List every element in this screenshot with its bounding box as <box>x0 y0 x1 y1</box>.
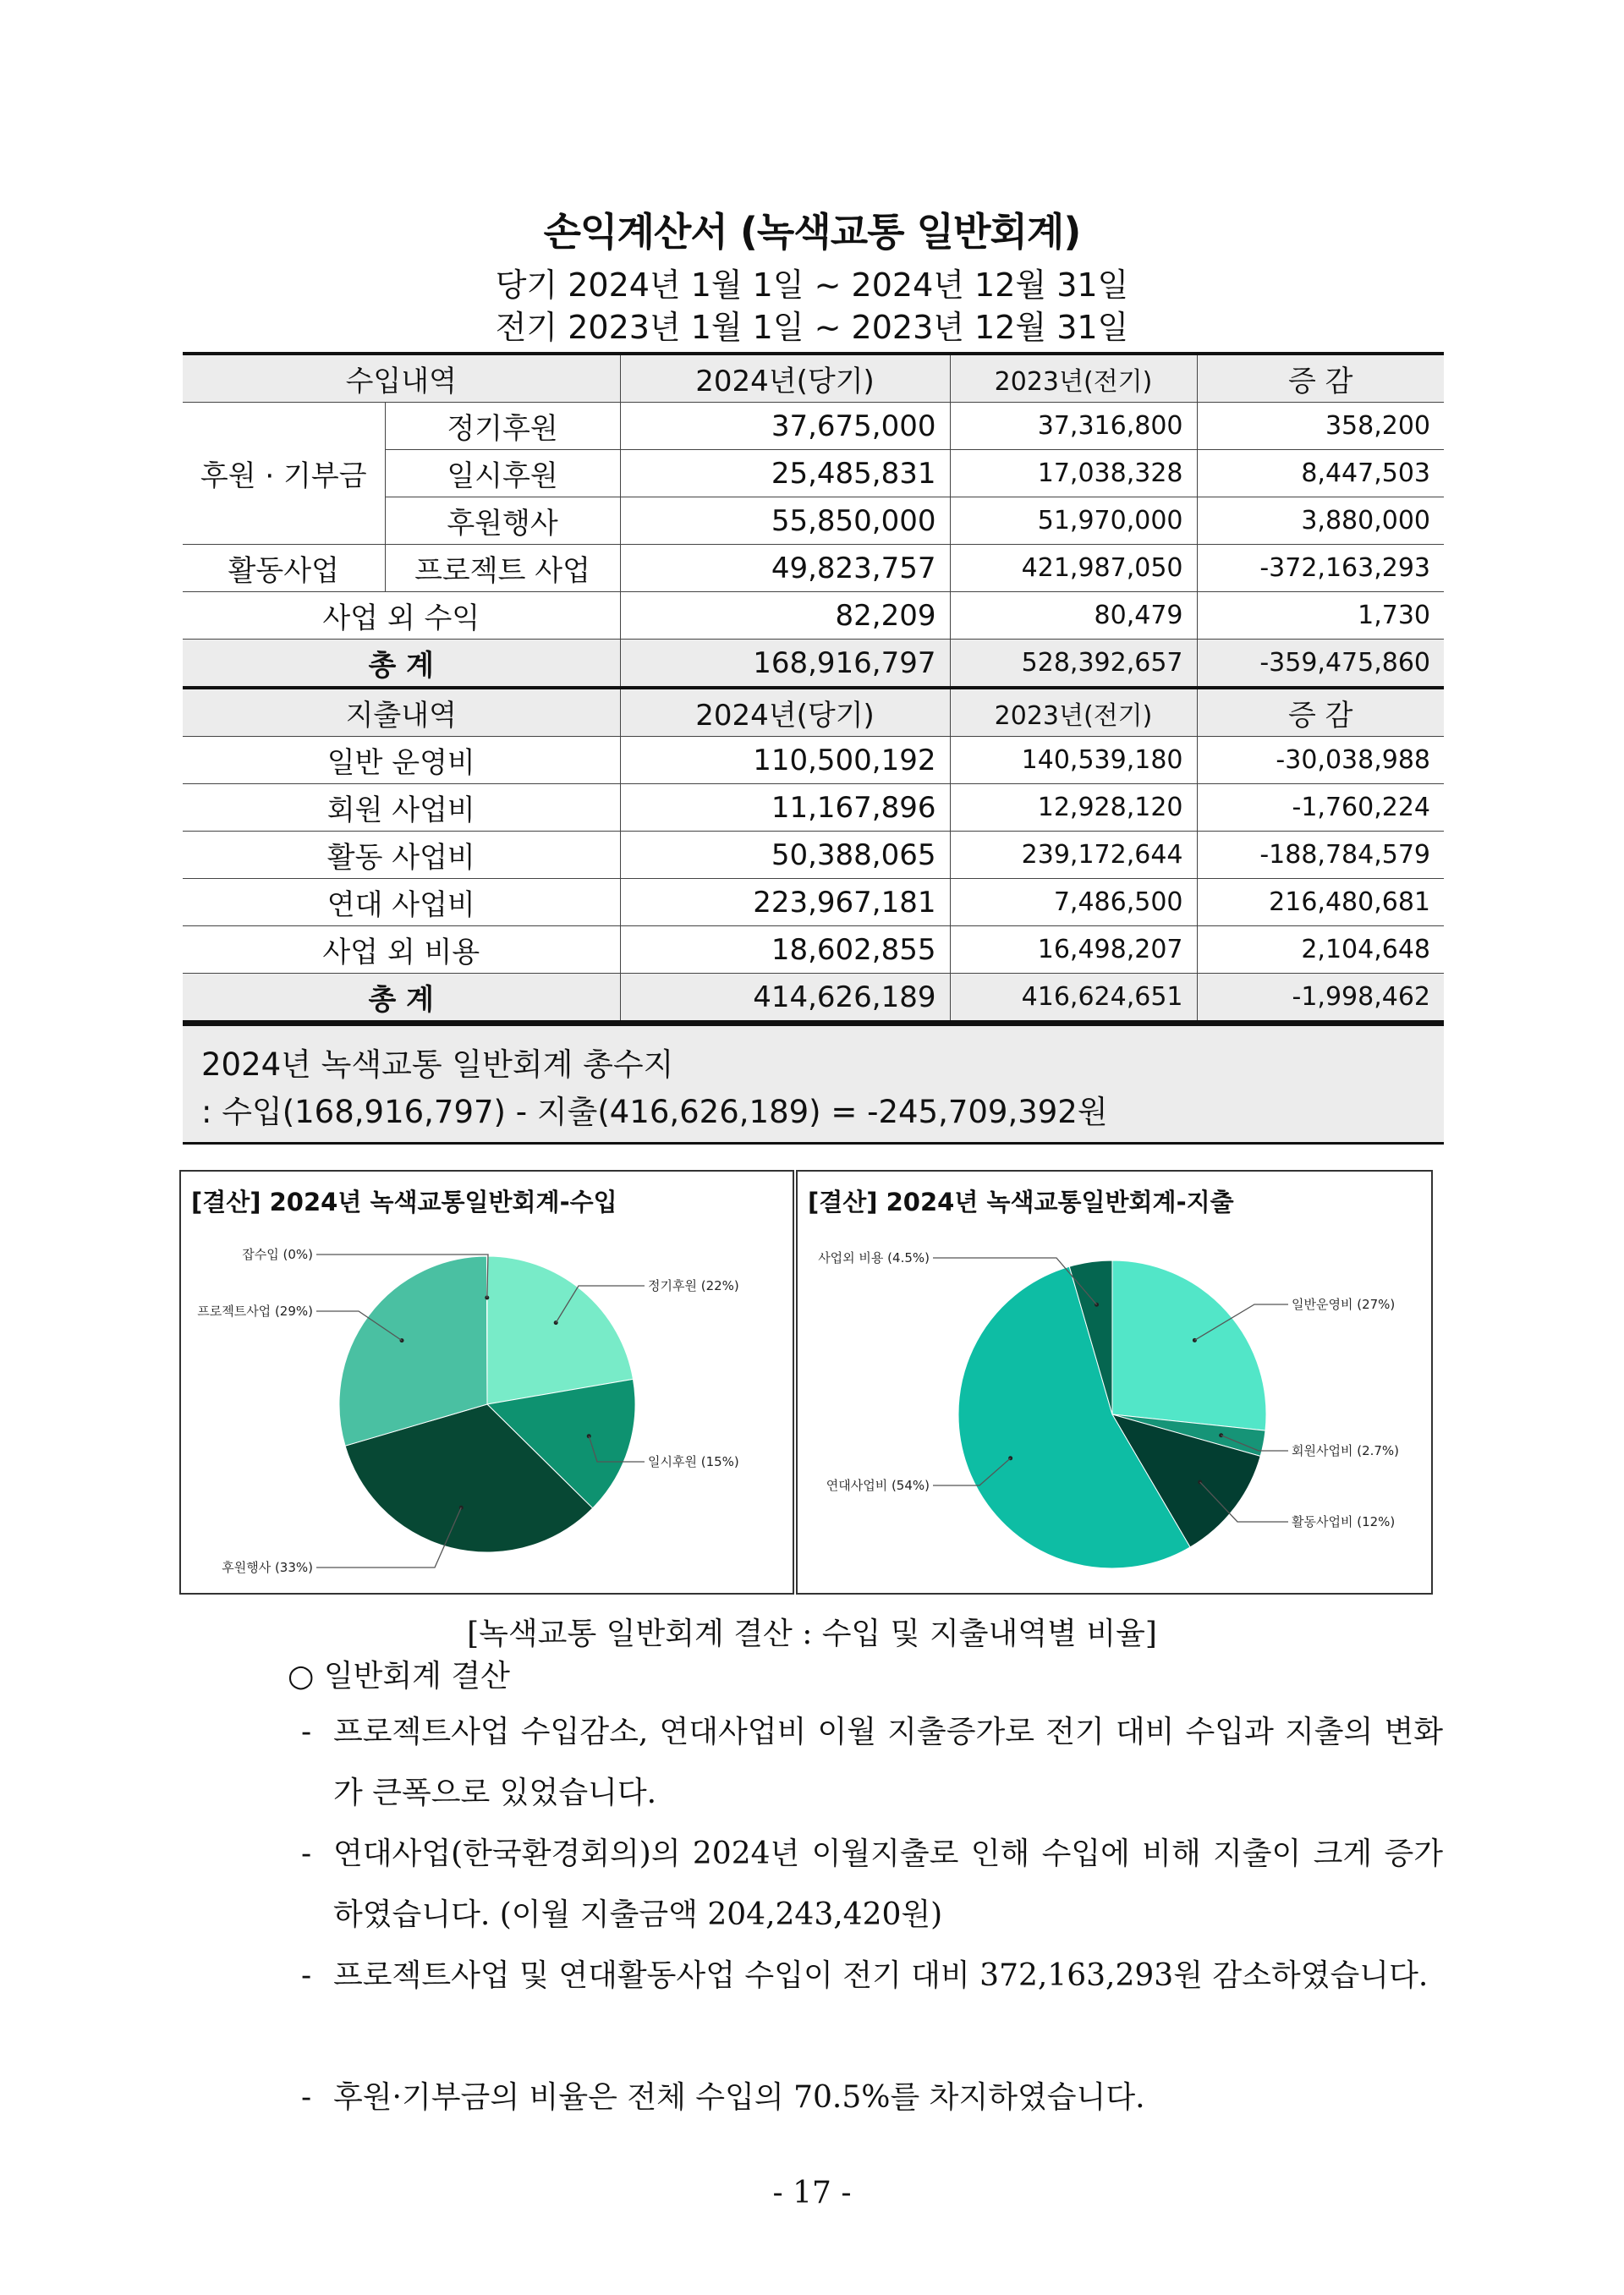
row-label: 사업 외 비용 <box>183 926 620 974</box>
value-current: 49,823,757 <box>620 545 950 592</box>
total-previous: 416,624,651 <box>950 974 1197 1023</box>
slice-label: 프로젝트사업 (29%) <box>197 1304 313 1319</box>
bullet-item <box>301 1824 1443 1946</box>
document-title: 손익계산서 (녹색교통 일반회계) <box>543 209 1081 255</box>
total-current: 414,626,189 <box>620 974 950 1023</box>
total-previous: 528,392,657 <box>950 640 1197 689</box>
value-current: 11,167,896 <box>620 784 950 832</box>
row-label: 후원행사 <box>385 497 620 545</box>
slice-label: 활동사업비 (12%) <box>1292 1514 1396 1529</box>
value-previous: 16,498,207 <box>950 926 1197 974</box>
bullet-item <box>301 1702 1443 1824</box>
slice-label: 정기후원 (22%) <box>648 1278 739 1293</box>
table-row <box>183 403 1444 450</box>
table-row <box>183 784 1444 832</box>
value-change: 3,880,000 <box>1197 497 1444 545</box>
row-label: 일반 운영비 <box>183 737 620 784</box>
pie-slice-일반운영비 <box>1112 1260 1266 1430</box>
total-change: -1,998,462 <box>1197 974 1444 1023</box>
row-label: 연대 사업비 <box>183 879 620 926</box>
income-chart-title: [결산] 2024년 녹색교통일반회계-수입 <box>191 1188 617 1216</box>
slice-label: 잡수입 (0%) <box>242 1247 313 1262</box>
value-previous: 51,970,000 <box>950 497 1197 545</box>
period-current: 당기 2024년 1월 1일 ~ 2024년 12월 31일 <box>495 266 1129 304</box>
income-header-row <box>183 354 1444 403</box>
value-current: 223,967,181 <box>620 879 950 926</box>
value-previous: 239,172,644 <box>950 832 1197 879</box>
expense-pie-chart-box <box>796 1170 1433 1595</box>
value-change: -372,163,293 <box>1197 545 1444 592</box>
row-label: 일시후원 <box>385 450 620 497</box>
expense-pie-chart <box>798 1172 1435 1596</box>
income-header-label: 수입내역 <box>183 354 620 403</box>
balance-summary-box <box>183 1024 1444 1145</box>
chart-caption: [녹색교통 일반회계 결산 : 수입 및 지출내역별 비율] <box>467 1617 1157 1651</box>
value-change: -30,038,988 <box>1197 737 1444 784</box>
income-pie-chart <box>181 1172 796 1596</box>
slice-label: 회원사업비 (2.7%) <box>1292 1443 1400 1458</box>
value-current: 110,500,192 <box>620 737 950 784</box>
pie-slice-정기후원 <box>487 1256 633 1404</box>
table-row <box>183 545 1444 592</box>
total-label: 총 계 <box>183 974 620 1023</box>
value-change: 1,730 <box>1197 592 1444 640</box>
value-previous: 12,928,120 <box>950 784 1197 832</box>
value-change: 358,200 <box>1197 403 1444 450</box>
total-label: 총 계 <box>183 640 620 689</box>
slice-label: 일반운영비 (27%) <box>1292 1297 1396 1312</box>
bullet-dash: - <box>301 2080 312 2115</box>
expense-chart-title: [결산] 2024년 녹색교통일반회계-지출 <box>808 1188 1234 1216</box>
header-previous-year: 2023년(전기) <box>950 354 1197 403</box>
page-number: - 17 - <box>772 2176 852 2210</box>
value-current: 37,675,000 <box>620 403 950 450</box>
table-row <box>183 832 1444 879</box>
bullet-dash: - <box>301 1837 312 1871</box>
total-change: -359,475,860 <box>1197 640 1444 689</box>
row-label: 사업 외 수익 <box>183 592 620 640</box>
bullet-dash: - <box>301 1958 312 1993</box>
income-total-row <box>183 640 1444 689</box>
bullet-text: 프로젝트사업 수입감소, 연대사업비 이월 지출증가로 전기 대비 수입과 지출의 변화가 큰폭으로 있었습니다. <box>333 1715 1443 1810</box>
value-previous: 80,479 <box>950 592 1197 640</box>
table-row <box>183 879 1444 926</box>
slice-label: 사업외 비용 (4.5%) <box>818 1250 930 1266</box>
header-current-year: 2024년(당기) <box>620 688 950 737</box>
value-current: 55,850,000 <box>620 497 950 545</box>
value-change: 216,480,681 <box>1197 879 1444 926</box>
group-label-donations: 후원 · 기부금 <box>183 403 385 545</box>
bullet-item <box>301 2067 1443 2128</box>
income-pie-chart-box <box>179 1170 794 1595</box>
row-label: 회원 사업비 <box>183 784 620 832</box>
header-change: 증 감 <box>1197 688 1444 737</box>
value-current: 25,485,831 <box>620 450 950 497</box>
table-row <box>183 592 1444 640</box>
bullet-text: 연대사업(한국환경회의)의 2024년 이월지출로 인해 수입에 비해 지출이 크게 증가하였습니다. (이월 지출금액 204,243,420원) <box>333 1837 1443 1932</box>
bullet-text: 후원·기부금의 비율은 전체 수입의 70.5%를 차지하였습니다. <box>333 2080 1145 2115</box>
row-label: 활동 사업비 <box>183 832 620 879</box>
value-previous: 17,038,328 <box>950 450 1197 497</box>
total-current: 168,916,797 <box>620 640 950 689</box>
value-change: -1,760,224 <box>1197 784 1444 832</box>
bullet-dash: - <box>301 1715 312 1749</box>
value-previous: 140,539,180 <box>950 737 1197 784</box>
table-row <box>183 926 1444 974</box>
section-title: ○ 일반회계 결산 <box>288 1659 510 1694</box>
expense-header-row <box>183 688 1444 737</box>
slice-label: 후원행사 (33%) <box>222 1560 313 1575</box>
period-previous: 전기 2023년 1월 1일 ~ 2023년 12월 31일 <box>495 309 1129 346</box>
summary-equation: : 수입(168,916,797) - 지출(416,626,189) = -245,709,392원 <box>201 1094 1108 1130</box>
summary-title: 2024년 녹색교통 일반회계 총수지 <box>201 1046 674 1083</box>
value-current: 18,602,855 <box>620 926 950 974</box>
row-label: 정기후원 <box>385 403 620 450</box>
value-change: 8,447,503 <box>1197 450 1444 497</box>
row-label: 프로젝트 사업 <box>385 545 620 592</box>
value-previous: 7,486,500 <box>950 879 1197 926</box>
header-previous-year: 2023년(전기) <box>950 688 1197 737</box>
expense-total-row <box>183 974 1444 1023</box>
value-current: 50,388,065 <box>620 832 950 879</box>
value-previous: 37,316,800 <box>950 403 1197 450</box>
slice-label: 연대사업비 (54%) <box>826 1478 930 1493</box>
value-current: 82,209 <box>620 592 950 640</box>
bullet-item <box>301 1946 1443 2007</box>
value-change: -188,784,579 <box>1197 832 1444 879</box>
header-current-year: 2024년(당기) <box>620 354 950 403</box>
expense-header-label: 지출내역 <box>183 688 620 737</box>
income-statement-table <box>183 352 1444 1024</box>
value-previous: 421,987,050 <box>950 545 1197 592</box>
slice-label: 일시후원 (15%) <box>648 1454 739 1469</box>
group-label-activity: 활동사업 <box>183 545 385 592</box>
value-change: 2,104,648 <box>1197 926 1444 974</box>
bullet-text: 프로젝트사업 및 연대활동사업 수입이 전기 대비 372,163,293원 감소하였습니다. <box>333 1958 1429 1993</box>
table-row <box>183 737 1444 784</box>
header-change: 증 감 <box>1197 354 1444 403</box>
